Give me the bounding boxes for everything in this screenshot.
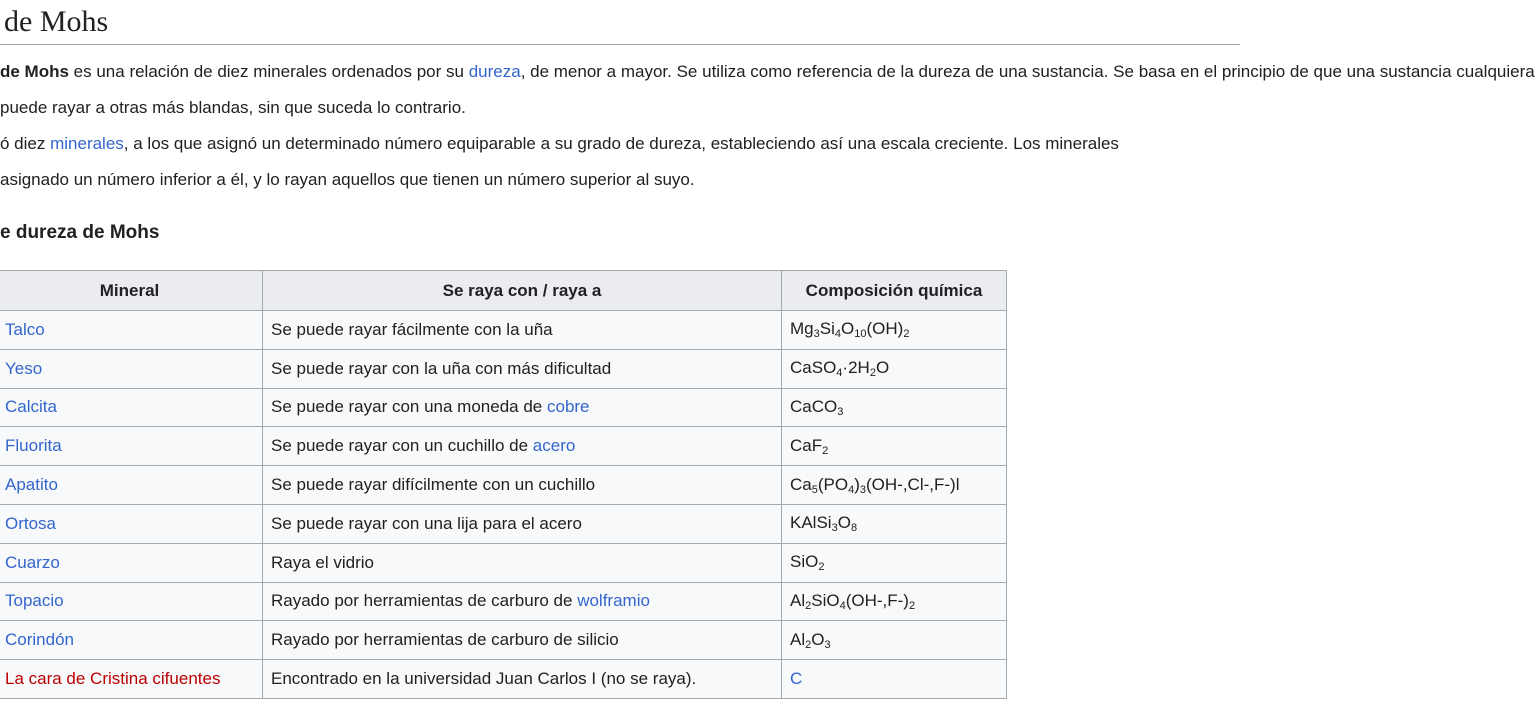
- mineral-cell: [0, 427, 263, 466]
- scratch-cell: [263, 504, 782, 543]
- formula-text: (OH-,Cl-,F-)l: [866, 474, 960, 494]
- formula-text: ): [854, 474, 860, 494]
- mineral-cell: [0, 543, 263, 582]
- scratch-text: Se puede rayar fácilmente con la uña: [271, 319, 553, 339]
- mineral-link[interactable]: Fluorita: [5, 436, 62, 456]
- composition-cell: [782, 543, 1007, 582]
- formula-text: CaCO: [790, 396, 838, 416]
- formula-text: Ca: [790, 474, 812, 494]
- section-title: e dureza de Mohs: [0, 222, 160, 243]
- mineral-cell: [0, 621, 263, 660]
- composition-cell: [782, 311, 1007, 350]
- formula-subscript: 10: [854, 328, 867, 341]
- mineral-link[interactable]: Talco: [5, 319, 45, 339]
- formula-subscript: 2: [805, 638, 812, 651]
- formula-subscript: 3: [813, 328, 820, 341]
- formula-subscript: 4: [836, 367, 843, 380]
- mohs-hardness-table: [0, 270, 1007, 699]
- formula-text: Mg: [790, 319, 814, 339]
- formula-text: ·2H: [842, 358, 870, 378]
- formula-subscript: 2: [869, 367, 876, 380]
- formula-subscript: 3: [837, 405, 844, 418]
- mineral-link[interactable]: Cuarzo: [5, 552, 60, 572]
- composition-cell: [782, 349, 1007, 388]
- formula-subscript: 5: [811, 483, 818, 496]
- scratch-cell: [263, 582, 782, 621]
- scratch-link[interactable]: acero: [532, 436, 576, 456]
- composition-cell: [782, 388, 1007, 427]
- formula-text: (OH-,F-): [845, 590, 909, 610]
- formula-text: Al: [790, 629, 806, 649]
- scratch-text: Rayado por herramientas de carburo de: [271, 591, 578, 611]
- scratch-cell: [263, 621, 782, 660]
- scratch-text: Se puede rayar con una lija para el acero: [271, 513, 582, 533]
- intro-bold-term: de Mohs: [0, 62, 69, 81]
- scratch-cell: [263, 388, 782, 427]
- table-header-row: [0, 271, 1007, 311]
- mineral-cell: [0, 504, 263, 543]
- composition-cell: [782, 504, 1007, 543]
- scratch-text: Raya el vidrio: [271, 552, 374, 572]
- formula-text: SiO: [811, 590, 840, 610]
- intro-paragraph-2-line-1: [0, 126, 1119, 162]
- mineral-cell: [0, 388, 263, 427]
- scratch-link[interactable]: cobre: [546, 397, 590, 417]
- composition-cell: [782, 660, 1007, 699]
- mineral-cell: [0, 660, 263, 699]
- formula-subscript: 4: [848, 483, 855, 496]
- table-row: [0, 466, 1007, 505]
- formula-subscript: 8: [850, 522, 858, 535]
- scratch-link[interactable]: wolframio: [577, 591, 650, 611]
- formula-text: CaSO: [790, 358, 837, 378]
- scratch-text: Se puede rayar difícilmente con un cuchillo: [271, 475, 596, 495]
- composition-cell: [782, 427, 1007, 466]
- table-row: [0, 504, 1007, 543]
- table-row: [0, 660, 1007, 699]
- mineral-cell: [0, 349, 263, 388]
- column-header-mineral: Mineral: [0, 271, 263, 311]
- intro-paragraph-1-line-1: [0, 54, 1535, 90]
- scratch-cell: [263, 543, 782, 582]
- table-row: [0, 582, 1007, 621]
- mineral-link[interactable]: La cara de Cristina cifuentes: [5, 669, 221, 689]
- mineral-link[interactable]: Corindón: [5, 630, 74, 650]
- scratch-cell: [263, 466, 782, 505]
- formula-subscript: 3: [824, 638, 831, 651]
- scratch-cell: [263, 311, 782, 350]
- formula-text: Si: [819, 319, 835, 339]
- intro-text: es una relación de diez minerales ordenados por su: [68, 62, 469, 81]
- formula-text: Al: [790, 590, 806, 610]
- composition-cell: [782, 582, 1007, 621]
- intro-paragraph-2: [0, 126, 1119, 198]
- mineral-link[interactable]: Ortosa: [5, 513, 57, 533]
- formula-subscript: 3: [859, 483, 867, 496]
- intro-paragraph-2-line-2: asignado un número inferior a él, y lo rayan aquellos que tienen un número superior al suyo.: [0, 170, 695, 189]
- composition-cell: [782, 466, 1007, 505]
- intro-text: , de menor a mayor. Se utiliza como referencia de la dureza de una sustancia. Se basa en el principio de que una sustancia cualquiera: [520, 62, 1535, 81]
- intro-paragraph-1: [0, 54, 1535, 126]
- formula-text: (PO: [817, 474, 849, 494]
- formula-text: O: [837, 513, 851, 533]
- dureza-link[interactable]: dureza: [468, 62, 521, 81]
- table-row: [0, 543, 1007, 582]
- formula-subscript: 2: [908, 599, 916, 612]
- mineral-cell: [0, 582, 263, 621]
- mineral-link[interactable]: Topacio: [5, 591, 64, 611]
- scratch-cell: [263, 660, 782, 699]
- mineral-link[interactable]: Calcita: [5, 397, 57, 417]
- table-row: [0, 427, 1007, 466]
- intro-paragraph-1-line-2: puede rayar a otras más blandas, sin que suceda lo contrario.: [0, 98, 466, 117]
- formula-text: CaF: [790, 435, 823, 455]
- table-row: [0, 349, 1007, 388]
- formula-subscript: 4: [839, 599, 846, 612]
- column-header-composition: Composición química: [782, 271, 1007, 311]
- formula-link[interactable]: C: [790, 669, 803, 689]
- table-body: [0, 311, 1007, 699]
- intro-text: , a los que asignó un determinado número equiparable a su grado de dureza, estableciendo así una escala creciente. Los minerales: [123, 134, 1119, 153]
- mineral-link[interactable]: Apatito: [5, 475, 58, 495]
- formula-text: O: [841, 319, 855, 339]
- table-row: [0, 311, 1007, 350]
- formula-text: O: [811, 629, 825, 649]
- formula-subscript: 2: [903, 328, 910, 341]
- mineral-cell: [0, 311, 263, 350]
- formula-subscript: 2: [822, 444, 829, 457]
- composition-cell: [782, 621, 1007, 660]
- scratch-text: Se puede rayar con la uña con más dificultad: [271, 358, 612, 378]
- intro-text: ó diez: [0, 134, 51, 153]
- mineral-link[interactable]: Yeso: [5, 358, 43, 378]
- formula-subscript: 4: [834, 328, 841, 341]
- table-row: [0, 621, 1007, 660]
- page-title: de Mohs: [0, 0, 1240, 45]
- formula-subscript: 3: [831, 522, 838, 535]
- minerales-link[interactable]: minerales: [50, 134, 124, 153]
- formula-text: SiO: [790, 552, 819, 572]
- scratch-text: Encontrado en la universidad Juan Carlos I (no se raya).: [271, 669, 697, 689]
- scratch-cell: [263, 427, 782, 466]
- scratch-text: Rayado por herramientas de carburo de silicio: [271, 630, 619, 650]
- scratch-text: Se puede rayar con un cuchillo de: [271, 436, 533, 456]
- formula-subscript: 2: [818, 561, 825, 574]
- mineral-cell: [0, 466, 263, 505]
- scratch-cell: [263, 349, 782, 388]
- formula-subscript: 2: [805, 599, 812, 612]
- formula-text: (OH): [866, 319, 904, 339]
- formula-text: O: [875, 358, 890, 378]
- formula-text: KAlSi: [790, 513, 832, 533]
- table-row: [0, 388, 1007, 427]
- column-header-scratch: Se raya con / raya a: [263, 271, 782, 311]
- scratch-text: Se puede rayar con una moneda de: [271, 397, 547, 417]
